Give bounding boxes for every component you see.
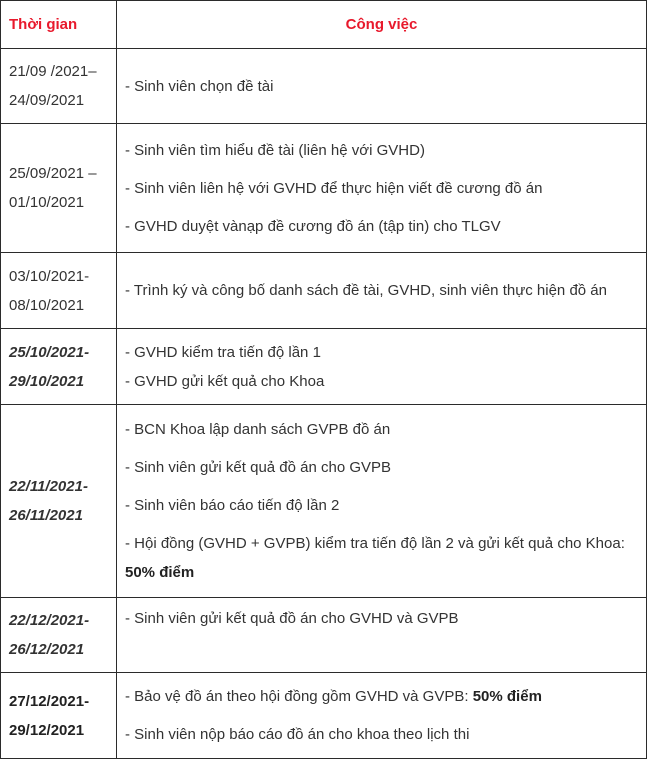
header-work: Công việc bbox=[117, 1, 647, 49]
task-item bbox=[125, 529, 638, 587]
table-row bbox=[1, 124, 647, 253]
work-cell bbox=[117, 124, 647, 253]
task-item: - GVHD duyệt vànạp đề cương đồ án (tập tin) cho TLGV bbox=[125, 217, 501, 235]
task-item: - Sinh viên liên hệ với GVHD để thực hiện viết đề cương đồ án bbox=[125, 179, 543, 197]
task-item: - Sinh viên gửi kết quả đồ án cho GVPB bbox=[125, 459, 392, 476]
time-cell bbox=[1, 405, 117, 598]
work-cell bbox=[117, 405, 647, 598]
time-cell bbox=[1, 329, 117, 405]
time-start: 03/10/2021- bbox=[9, 267, 90, 285]
work-cell bbox=[117, 598, 647, 673]
time-end: 26/11/2021 bbox=[9, 507, 83, 524]
time-cell bbox=[1, 124, 117, 253]
time-start: 27/12/2021- bbox=[9, 692, 90, 710]
task-item: - Sinh viên chọn đề tài bbox=[125, 77, 274, 95]
time-cell bbox=[1, 673, 117, 759]
task-text: - Hội đồng (GVHD + GVPB) kiểm tra tiến độ lần 2 và gửi kết quả cho Khoa: bbox=[125, 535, 625, 552]
table-row bbox=[1, 405, 647, 598]
time-end: 29/10/2021 bbox=[9, 372, 85, 390]
table-row bbox=[1, 598, 647, 673]
time-end: 08/10/2021 bbox=[9, 296, 85, 314]
task-item bbox=[125, 682, 638, 711]
header-time: Thời gian bbox=[1, 1, 117, 49]
time-cell bbox=[1, 49, 117, 124]
work-cell bbox=[117, 329, 647, 405]
work-cell bbox=[117, 673, 647, 759]
score-weight: 50% điểm bbox=[125, 564, 195, 581]
time-start: 22/11/2021- bbox=[9, 478, 88, 495]
task-item: - GVHD gửi kết quả cho Khoa bbox=[125, 372, 325, 390]
task-item: - Trình ký và công bố danh sách đề tài, GVHD, sinh viên thực hiện đồ án bbox=[125, 282, 607, 299]
task-item: - BCN Khoa lập danh sách GVPB đồ án bbox=[125, 421, 391, 438]
time-end: 29/12/2021 bbox=[9, 721, 85, 739]
work-cell bbox=[117, 253, 647, 329]
table-row bbox=[1, 49, 647, 124]
time-start: 25/09/2021 – bbox=[9, 165, 97, 182]
time-start: 21/09 /2021– bbox=[9, 63, 97, 80]
task-text: - Bảo vệ đồ án theo hội đồng gồm GVHD và GVPB: bbox=[125, 688, 473, 705]
time-cell bbox=[1, 253, 117, 329]
work-cell bbox=[117, 49, 647, 124]
score-weight: 50% điểm bbox=[472, 688, 542, 705]
time-cell bbox=[1, 598, 117, 673]
header-row bbox=[1, 1, 647, 49]
table-row bbox=[1, 673, 647, 759]
task-item: - Sinh viên báo cáo tiến độ lần 2 bbox=[125, 497, 340, 514]
task-item: - Sinh viên tìm hiểu đề tài (liên hệ với GVHD) bbox=[125, 141, 425, 159]
time-start: 22/12/2021- bbox=[9, 612, 90, 629]
task-item: - Sinh viên gửi kết quả đồ án cho GVHD và GVPB bbox=[125, 610, 459, 627]
time-start: 25/10/2021- bbox=[9, 343, 90, 361]
time-end: 24/09/2021 bbox=[9, 92, 85, 109]
time-end: 01/10/2021 bbox=[9, 194, 85, 211]
table-row bbox=[1, 253, 647, 329]
task-item: - Sinh viên nộp báo cáo đồ án cho khoa theo lịch thi bbox=[125, 726, 470, 743]
table-row bbox=[1, 329, 647, 405]
time-end: 26/12/2021 bbox=[9, 641, 85, 658]
task-item: - GVHD kiểm tra tiến độ lần 1 bbox=[125, 343, 321, 361]
